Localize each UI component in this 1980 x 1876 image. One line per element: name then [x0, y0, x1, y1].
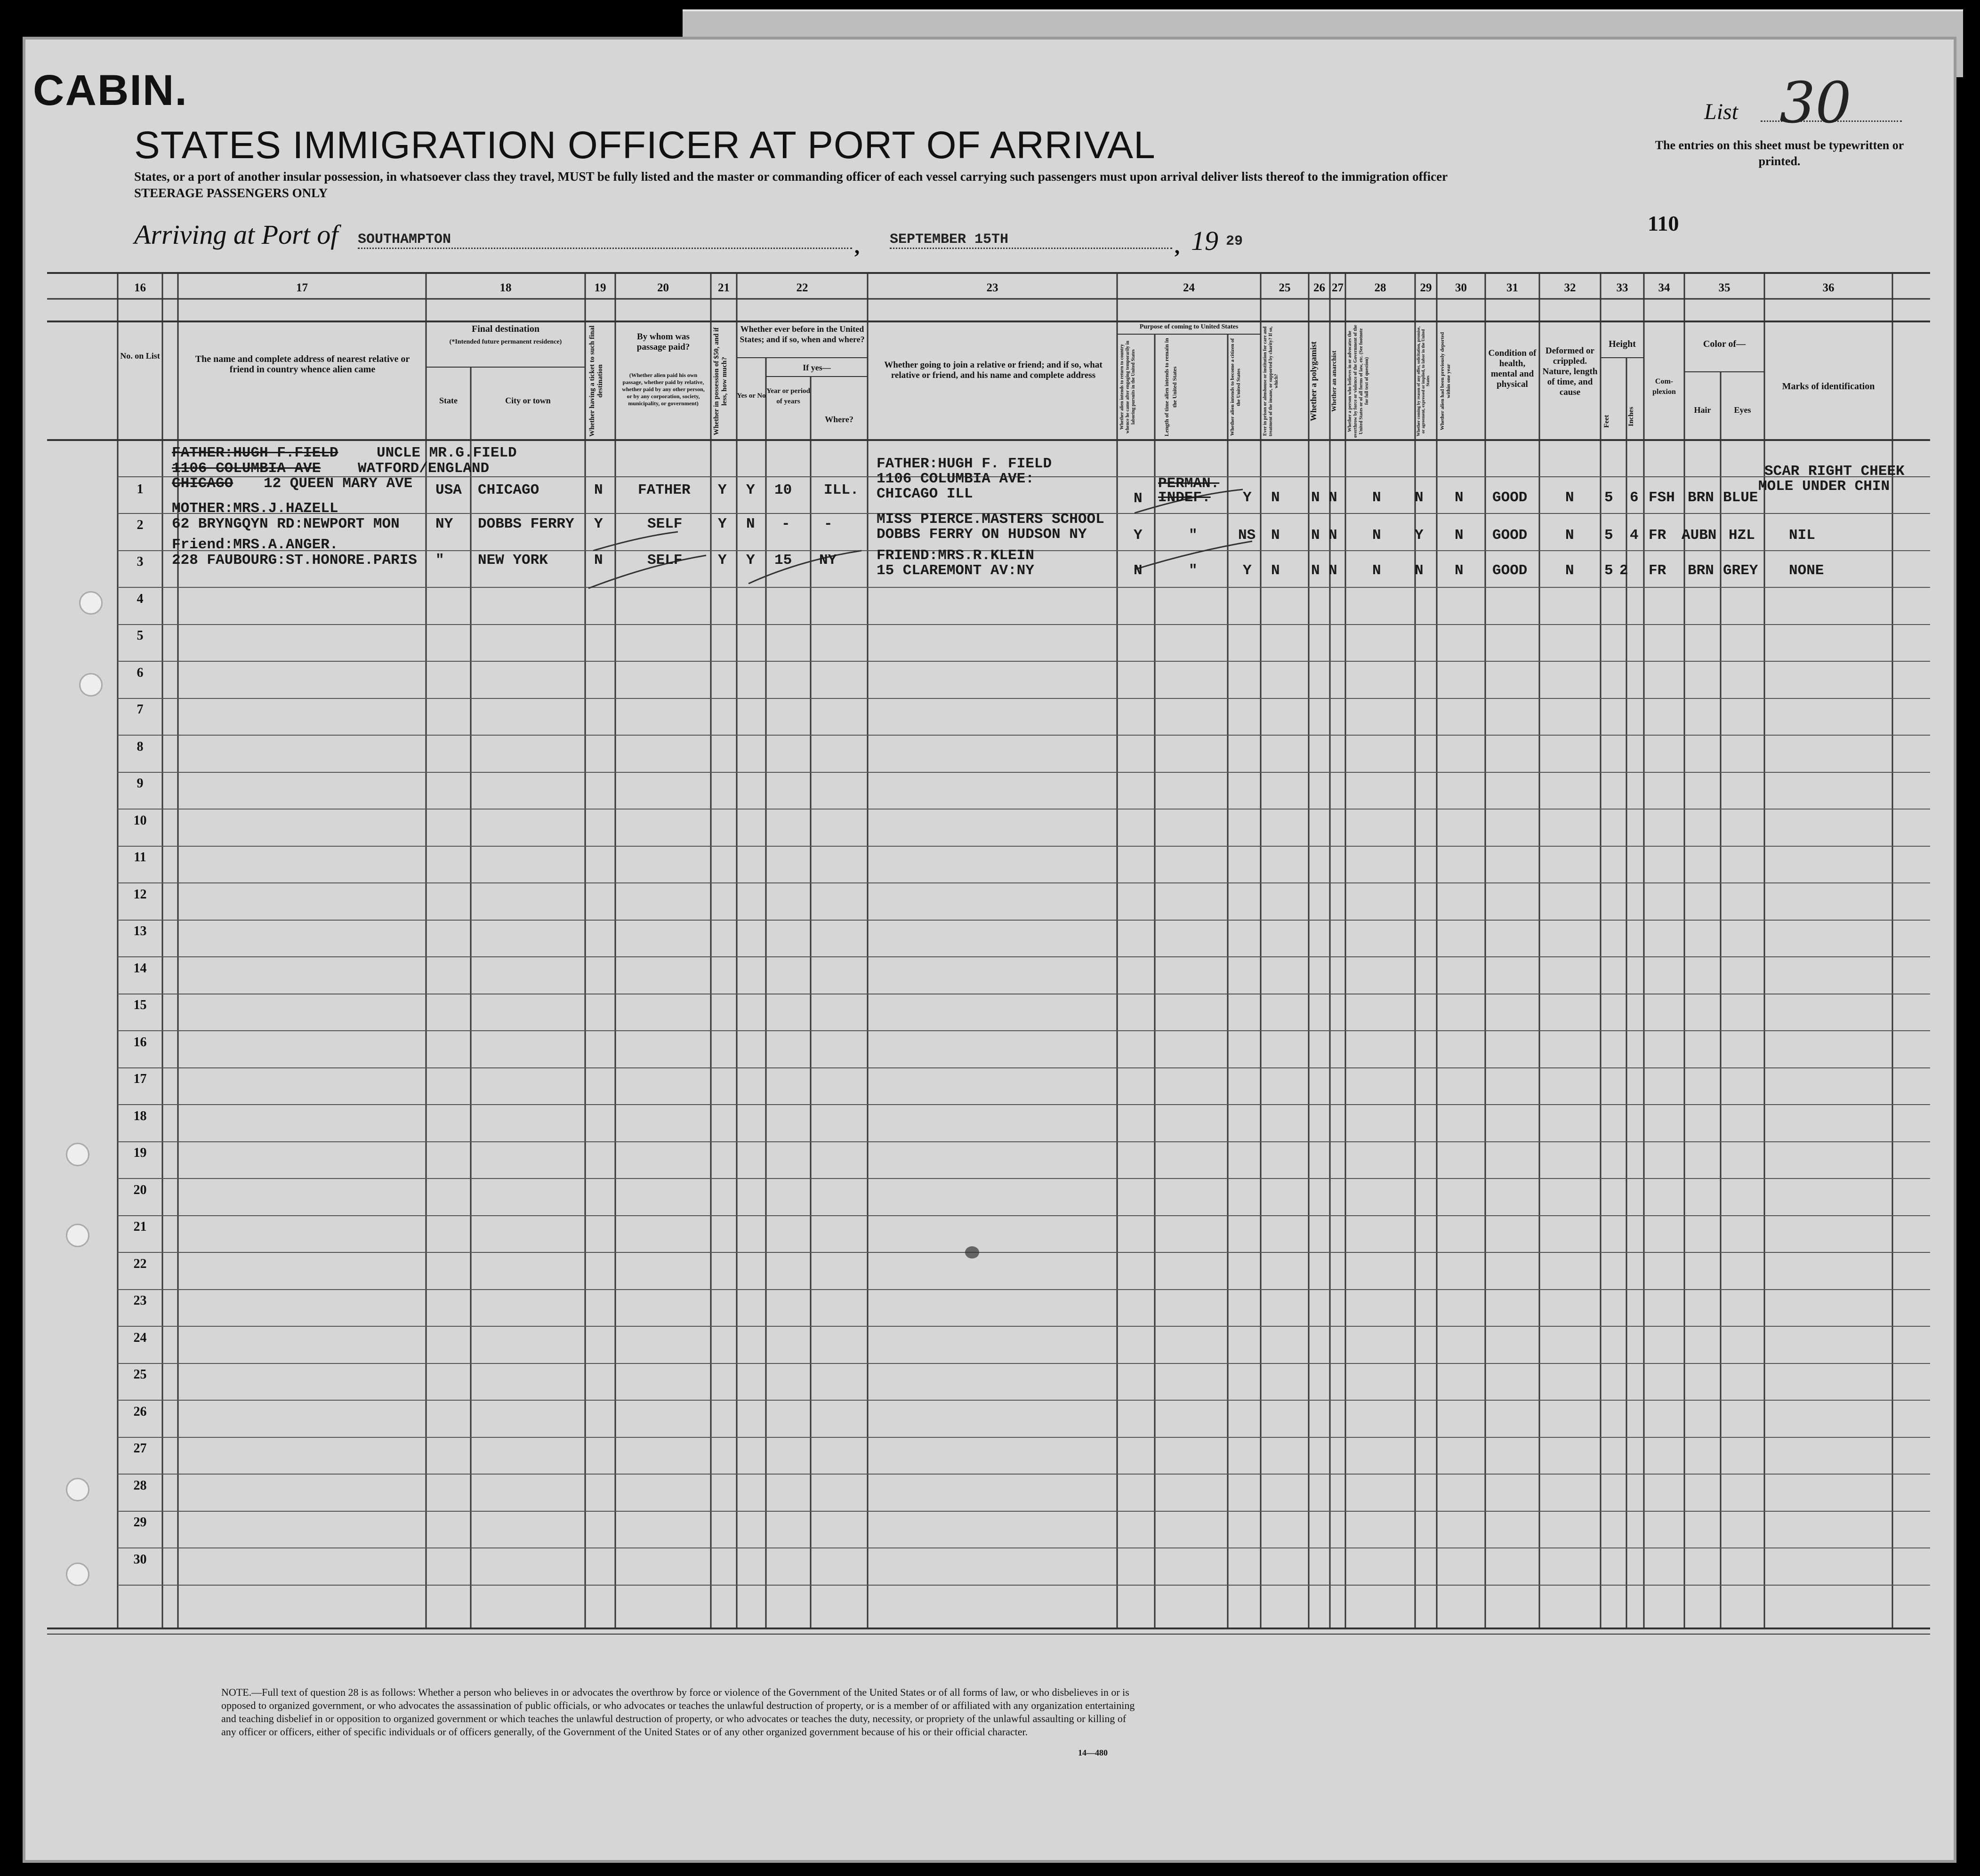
hdr-joining: Whether going to join a relative or friend; and if so, what relative or friend, and his name and complete address [884, 360, 1103, 380]
row-number: 23 [133, 1293, 147, 1308]
row1-join-1: FATHER:HUGH F. FIELD [877, 456, 1052, 472]
row1-relative-1: UNCLE MR.G.FIELD [377, 445, 517, 461]
row1-inches: 6 [1630, 489, 1639, 506]
instructions-line-2: STEERAGE PASSENGERS ONLY [134, 186, 328, 200]
hdr-city: City or town [505, 396, 551, 405]
row3-ticket: N [594, 552, 603, 569]
row2-where: - [824, 516, 833, 532]
row1-years: 10 [774, 482, 792, 498]
row-number: 16 [133, 1035, 147, 1050]
row1-before-yn: Y [746, 482, 755, 498]
row3-inches: 2 [1619, 562, 1628, 579]
row-number: 17 [133, 1072, 147, 1086]
hdr-purpose-citizen: Whether alien intends to become a citizen of the United States [1230, 338, 1241, 436]
row2-purpose-length: " [1189, 527, 1198, 544]
row3-years: 15 [774, 552, 792, 569]
hdr-c29: Whether coming by reason of any offer, solicitation, promise, or agreement, expressed or implied, to labor in the United States [1416, 326, 1430, 436]
row3-c25: N [1271, 562, 1280, 579]
row-number: 6 [137, 665, 144, 680]
row-number: 13 [133, 924, 147, 938]
row1-c29: N [1415, 489, 1424, 506]
row-number: 11 [134, 850, 146, 865]
comma-2: , [1175, 235, 1180, 258]
hdr-purpose-return: Whether alien intends to return to country whence he came after engaging temporarily in laboring pursuits in the United States [1119, 341, 1136, 433]
row1-relative-struck-1: FATHER:HUGH F.FIELD [172, 445, 338, 461]
row2-relative-1: MOTHER:MRS.J.HAZELL [172, 500, 338, 517]
row2-paid-by: SELF [647, 516, 683, 532]
row2-ticket: Y [594, 516, 603, 532]
col-16: 16 [134, 281, 146, 294]
row3-join-2: 15 CLAREMONT AV:NY [877, 562, 1034, 579]
arriving-label: Arriving at Port of [134, 219, 338, 250]
instructions-line-1: States, or a port of another insular possession, in whatsoever class they travel, MUST be fully listed and the master or commanding officer of each vessel carrying such passengers must upon arrival deliver lists thereof to the immigration officer [134, 169, 1448, 184]
row2-state: NY [435, 516, 453, 532]
hdr-where: Where? [825, 415, 853, 424]
row1-c30: N [1455, 489, 1464, 506]
row-number: 24 [133, 1331, 147, 1345]
row1-feet: 5 [1604, 489, 1613, 506]
row-number: 1 [137, 482, 144, 497]
row2-feet: 5 [1604, 527, 1613, 544]
footnote: NOTE.—Full text of question 28 is as follows: Whether a person who believes in or advocates the overthrow by force or violence of the Government of the United States or of all forms of law, or who disbelieves in or is opposed to organized government, or who advocates the assassination of public officials, or who advocates or teaches the unlawful destruction of property, or is a member of or affiliated with any organization entertaining and teaching disbelief in or opposition to organized government or which teaches the unlawful destruction of property, or who advocates or teaches the duty, necessity, or propriety of the unlawful assaulting or killing of any officer or officers, either of specific individuals or of officers generally, of the Government of the United States or of any other organized government because of his or their official character. [221, 1686, 1135, 1738]
col-32: 32 [1564, 281, 1576, 294]
row2-eyes: HZL [1729, 527, 1755, 544]
col-31: 31 [1506, 281, 1518, 294]
row3-join-1: FRIEND:MRS.R.KLEIN [877, 547, 1034, 564]
row1-c27: N [1328, 489, 1337, 506]
hdr-eyes: Eyes [1734, 405, 1751, 415]
port-value: SOUTHAMPTON [358, 232, 451, 248]
hdr-relative: The name and complete address of nearest relative or friend in country whence alien came [195, 354, 410, 375]
hdr-c28: Whether a person who believes in or advocates the overthrow by force or violence of the Government of the United States or of all forms of law, etc. (See footnote for full text of question) [1347, 325, 1369, 438]
col-34: 34 [1658, 281, 1670, 294]
row1-eyes: BLUE [1723, 489, 1758, 506]
entries-note: The entries on this sheet must be typewritten or printed. [1655, 138, 1904, 168]
hdr-height: Height [1609, 339, 1636, 349]
row3-paid-by: SELF [647, 552, 683, 569]
row3-state: " [435, 552, 444, 569]
row2-years: - [781, 516, 790, 532]
row2-c27: N [1328, 527, 1337, 544]
row2-health: GOOD [1492, 527, 1528, 544]
row3-city: NEW YORK [478, 552, 548, 569]
hdr-purpose: Purpose of coming to United States [1139, 323, 1239, 330]
row1-purpose-citizen: Y [1243, 489, 1252, 506]
row2-before-yn: N [746, 516, 755, 532]
row-number: 12 [133, 887, 147, 902]
row-number: 10 [133, 813, 147, 828]
row1-marks-1: SCAR RIGHT CHEEK [1764, 463, 1905, 480]
row3-c28: N [1372, 562, 1381, 579]
hdr-possession: Whether in possession of $50, and if less, how much? [713, 327, 728, 435]
row2-hair: AUBN [1682, 527, 1717, 544]
hdr-marks: Marks of identification [1782, 381, 1875, 392]
row1-possession: Y [718, 482, 727, 498]
hdr-color-of: Color of— [1703, 339, 1746, 349]
row-number: 22 [133, 1257, 147, 1271]
row2-c29: Y [1415, 527, 1424, 544]
row1-relative-3: 12 QUEEN MARY AVE [264, 475, 413, 492]
comma-1: , [854, 235, 860, 258]
row3-hair: BRN [1688, 562, 1714, 579]
row1-health: GOOD [1492, 489, 1528, 506]
row-number: 18 [133, 1109, 147, 1123]
row1-c25: N [1271, 489, 1280, 506]
row3-where: NY [819, 552, 837, 569]
list-number: 30 [1779, 71, 1851, 136]
row-number: 3 [137, 554, 144, 569]
row3-before-yn: Y [746, 552, 755, 569]
col-21: 21 [718, 281, 730, 294]
row1-purpose-length-2: INDEF. [1158, 489, 1211, 506]
row1-relative-struck-2: 1106 COLUMBIA AVE [172, 460, 321, 477]
row3-c29: N [1415, 562, 1424, 579]
hdr-health: Condition of health, mental and physical [1488, 348, 1537, 389]
row3-complexion: FR [1649, 562, 1666, 579]
row-number: 26 [133, 1404, 147, 1419]
row2-purpose-return: Y [1134, 527, 1143, 544]
row2-marks: NIL [1789, 527, 1815, 544]
hdr-deformed: Deformed or crippled. Nature, length of time, and cause [1542, 346, 1598, 397]
hdr-final-destination: Final destination [472, 324, 539, 334]
list-label: List [1704, 99, 1739, 124]
hdr-ever-before: Whether ever before in the United States; and if so, when and where? [740, 324, 865, 344]
hdr-final-destination-note: (*Intended future permanent residence) [449, 338, 562, 345]
row1-marks-2: MOLE UNDER CHIN [1758, 478, 1890, 495]
col-35: 35 [1718, 281, 1730, 294]
col-30: 30 [1455, 281, 1467, 294]
row3-feet: 5 [1604, 562, 1613, 579]
row-number: 20 [133, 1183, 147, 1197]
hdr-yes-no: Yes or No [737, 392, 766, 400]
row3-relative-1: Friend:MRS.A.ANGER. [172, 537, 338, 553]
row2-inches: 4 [1630, 527, 1639, 544]
row3-c26: N [1311, 562, 1320, 579]
date-value: SEPTEMBER 15TH [890, 232, 1009, 248]
row1-c28: N [1372, 489, 1381, 506]
row1-city: CHICAGO [478, 482, 539, 498]
col-26: 26 [1313, 281, 1325, 294]
hdr-complexion: Com-plexion [1652, 377, 1676, 396]
row3-marks: NONE [1789, 562, 1824, 579]
hdr-c27: Whether an anarchist [1331, 350, 1338, 412]
row3-purpose-return: N [1134, 562, 1143, 579]
col-17: 17 [296, 281, 308, 294]
row2-c26: N [1311, 527, 1320, 544]
row-number: 9 [137, 776, 144, 791]
row1-c26: N [1311, 489, 1320, 506]
row1-state: USA [435, 482, 462, 498]
row2-join-2: DOBBS FERRY ON HUDSON NY [877, 526, 1087, 543]
row3-eyes: GREY [1723, 562, 1758, 579]
row2-join-1: MISS PIERCE.MASTERS SCHOOL [877, 511, 1104, 528]
row-number: 29 [133, 1515, 147, 1530]
hdr-inches: Inches [1627, 407, 1635, 426]
col-23: 23 [986, 281, 998, 294]
hdr-purpose-length: Length of time alien intends to remain in the United States [1163, 338, 1178, 436]
row-number: 7 [137, 702, 144, 717]
row3-purpose-length: " [1189, 562, 1198, 579]
row3-health: GOOD [1492, 562, 1528, 579]
cabin-label: CABIN. [33, 66, 188, 114]
col-19: 19 [594, 281, 606, 294]
row2-relative-2: 62 BRYNGQYN RD:NEWPORT MON [172, 516, 400, 532]
col-27: 27 [1332, 281, 1344, 294]
hdr-state: State [439, 396, 458, 405]
col-18: 18 [499, 281, 512, 294]
hdr-c25: Ever in prison or almshouse or institution for care and treatment of the insane, or supported by charity? If so, which? [1263, 326, 1279, 436]
hdr-year-period: Year or period of years [766, 387, 810, 405]
row3-deformed: N [1565, 562, 1574, 579]
row-number: 19 [133, 1146, 147, 1160]
row2-c25: N [1271, 527, 1280, 544]
row3-possession: Y [718, 552, 727, 569]
row2-city: DOBBS FERRY [478, 516, 574, 532]
row2-c30: N [1455, 527, 1464, 544]
row2-c28: N [1372, 527, 1381, 544]
ink-blot [965, 1246, 979, 1259]
hdr-c30: Whether alien had been previously deported within one year [1440, 332, 1451, 431]
col-33: 33 [1616, 281, 1628, 294]
row3-purpose-citizen: Y [1243, 562, 1252, 579]
page-title: STATES IMMIGRATION OFFICER AT PORT OF ARRIVAL [134, 124, 1156, 167]
row-number: 27 [133, 1441, 147, 1456]
row-number: 15 [133, 998, 147, 1012]
hdr-by-whom-note: (Whether alien paid his own passage, whether paid by relative, whether paid by any other person, or by any corporation, society, municipality, or government) [622, 372, 705, 407]
year-prefix: 19 [1191, 225, 1218, 256]
row1-where: ILL. [824, 482, 859, 498]
col-29: 29 [1420, 281, 1432, 294]
row1-join-3: CHICAGO ILL [877, 486, 973, 502]
hdr-if-yes: If yes— [803, 363, 831, 372]
col-20: 20 [657, 281, 669, 294]
col-36: 36 [1822, 281, 1835, 294]
row2-possession: Y [718, 516, 727, 532]
row1-relative-struck-3: CHICAGO [172, 475, 233, 492]
row-number: 28 [133, 1478, 147, 1493]
hdr-hair: Hair [1694, 405, 1711, 415]
col-22: 22 [796, 281, 808, 294]
form-number: 14—480 [1078, 1748, 1108, 1757]
page-number: 110 [1648, 211, 1679, 235]
row3-c27: N [1328, 562, 1337, 579]
row-number: 8 [137, 739, 144, 754]
row1-purpose-return: N [1134, 490, 1143, 507]
row-number: 14 [133, 961, 147, 976]
row2-complexion: FR [1649, 527, 1666, 544]
row-number: 30 [133, 1552, 147, 1567]
row-number: 21 [133, 1219, 147, 1234]
row-number: 25 [133, 1367, 147, 1382]
hdr-c26: Whether a polygamist [1309, 341, 1318, 421]
col-24: 24 [1183, 281, 1195, 294]
row1-complexion: FSH [1649, 489, 1675, 506]
row1-relative-2: WATFORD/ENGLAND [358, 460, 490, 477]
row2-purpose-citizen: NS [1238, 527, 1256, 544]
col-28: 28 [1374, 281, 1386, 294]
row1-paid-by: FATHER [638, 482, 691, 498]
row1-ticket: N [594, 482, 603, 498]
hdr-ticket: Whether having a ticket to such final destination [588, 325, 604, 437]
row3-relative-2: 228 FAUBOURG:ST.HONORE.PARIS [172, 552, 417, 569]
col-25: 25 [1279, 281, 1291, 294]
row2-deformed: N [1565, 527, 1574, 544]
row3-c30: N [1455, 562, 1464, 579]
row1-purpose-length: PERMAN. [1158, 475, 1220, 492]
row1-deformed: N [1565, 489, 1574, 506]
row-number: 4 [137, 592, 144, 606]
row-number: 5 [137, 628, 144, 643]
row1-hair: BRN [1688, 489, 1714, 506]
hdr-no-on-list: No. on List [120, 351, 160, 361]
row1-join-2: 1106 COLUMBIA AVE: [877, 471, 1034, 487]
row-number: 2 [137, 518, 144, 532]
hdr-feet: Feet [1603, 415, 1610, 428]
year-suffix: 29 [1226, 233, 1243, 249]
hdr-by-whom: By whom was passage paid? [636, 332, 690, 352]
